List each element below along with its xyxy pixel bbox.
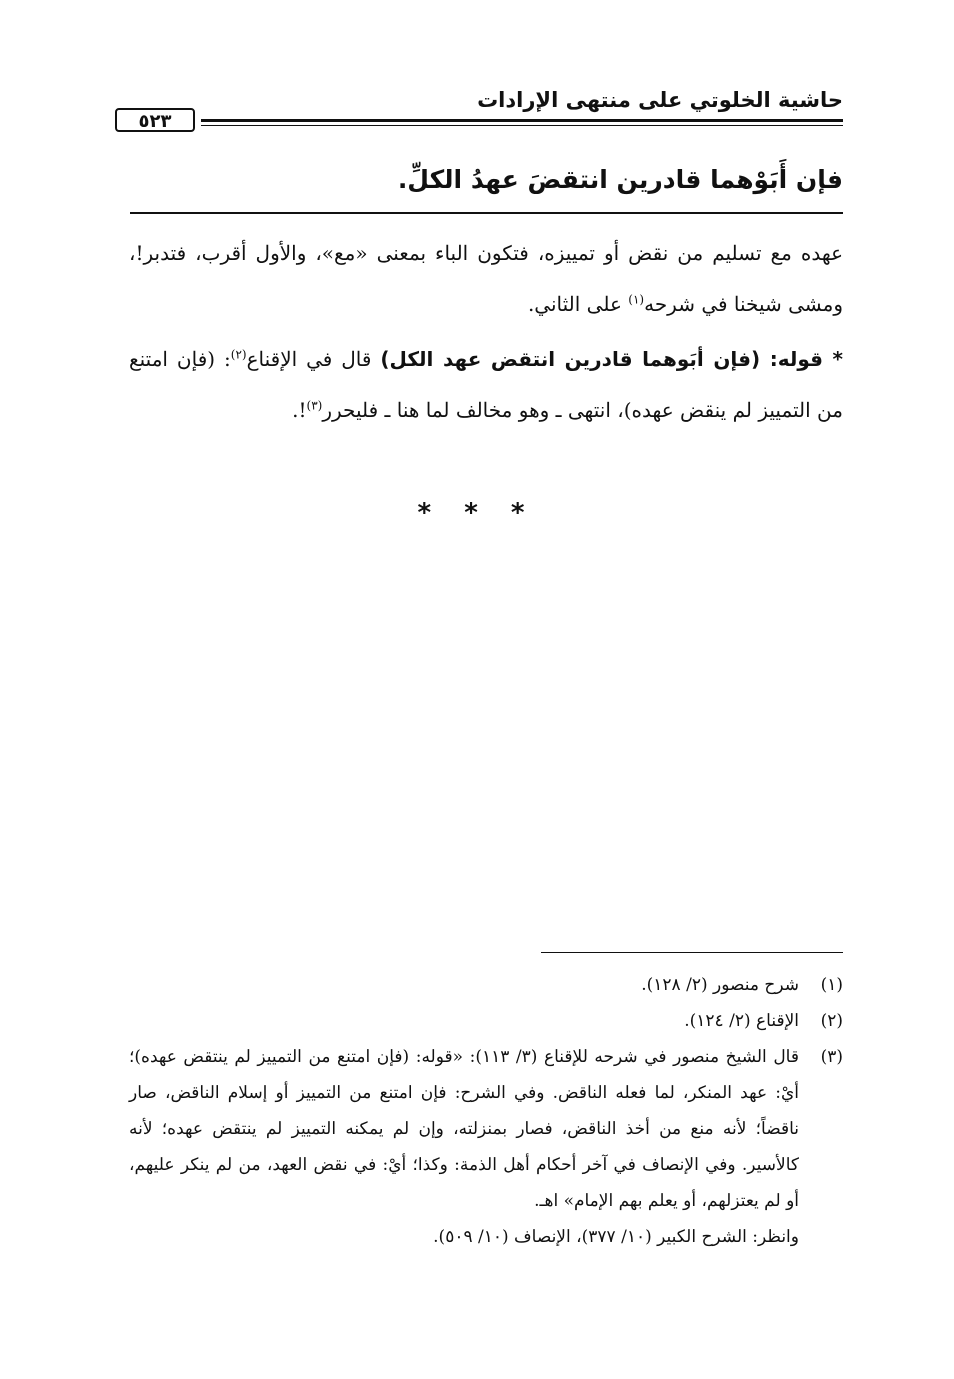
footnotes	[129, 967, 843, 1255]
footnote-number: (٣)	[820, 1047, 843, 1067]
footnote-2	[129, 1003, 843, 1039]
footnote-text: الإقناع (٢/ ١٢٤).	[684, 1011, 799, 1031]
commentary-body	[129, 228, 843, 436]
footnote-text-see-also: وانظر: الشرح الكبير (١٠/ ٣٧٧)، الإنصاف (١٠/ ٥٠٩).	[433, 1227, 799, 1247]
footnote-divider	[541, 952, 843, 953]
commentary-paragraph-2	[129, 334, 843, 436]
page-header	[115, 85, 843, 135]
commentary-paragraph-1	[129, 228, 843, 330]
footnote-number: (٢)	[820, 1011, 843, 1031]
commentary-p1-text: عهده مع تسليم من نقض أو تمييزه، فتكون الباء بمعنى «مع»، والأول أقرب، فتدبر!، ومشى شيخنا في شرحه	[129, 241, 843, 316]
footnote-text: قال الشيخ منصور في شرحه للإقناع (٣/ ١١٣): «قوله: (فإن امتنع من التمييز لم ينتقض عهده)؛ أيْ: عهد المنكر، لما فعله الناقض. وفي الشرح: فإن امتنع من التمييز أو إسلام الناقض، صار ناقضاً؛ لأنه منع من أخذ الناقض، فصار بمنزلته، وإن لم يمكنه التمييز لم ينتقض عهده؛ لأنه كالأسير. وفي الإنصاف في آخر أحكام أهل الذمة: وكذا؛ أيْ: في نقض العهد، من لم ينكر عليهم، أو لم يعتزلهم، أو يعلم بهم الإمام» اهـ.	[129, 1047, 799, 1211]
footnote-ref-1: (١)	[628, 292, 645, 307]
footnote-text: شرح منصور (٢/ ١٢٨).	[641, 975, 799, 995]
commentary-p2-tail: !.	[292, 398, 307, 422]
quoted-matn: قوله: (فإن أبَوهما قادرين انتقض عهد الكل)	[380, 347, 833, 371]
footnote-ref-2: (٢)	[230, 347, 247, 362]
commentary-p2-quote: : (فإن امتنع من التمييز لم ينقض عهده)، انتهى ـ وهو مخالف لما هنا ـ فليحرر	[129, 347, 843, 422]
page-number-box: ٥٢٣	[115, 108, 195, 132]
commentary-p1-tail: على الثاني.	[527, 292, 629, 316]
header-rule-thin	[201, 125, 843, 126]
footnote-number: (١)	[820, 975, 843, 995]
footnote-ref-3: (٣)	[306, 398, 323, 413]
matn-divider	[130, 212, 843, 214]
matn-text: فإن أَبَوْهما قادرين انتقضَ عهدُ الكلِّ.	[397, 165, 843, 194]
section-separator: * * *	[417, 498, 537, 528]
footnote-3	[129, 1039, 843, 1255]
asterisk-marker: *	[832, 347, 843, 371]
footnote-1	[129, 967, 843, 1003]
running-title: حاشية الخلوتي على منتهى الإرادات	[477, 88, 843, 112]
header-rule-thick	[201, 119, 843, 122]
commentary-p2-text: قال في الإقناع	[246, 347, 381, 371]
